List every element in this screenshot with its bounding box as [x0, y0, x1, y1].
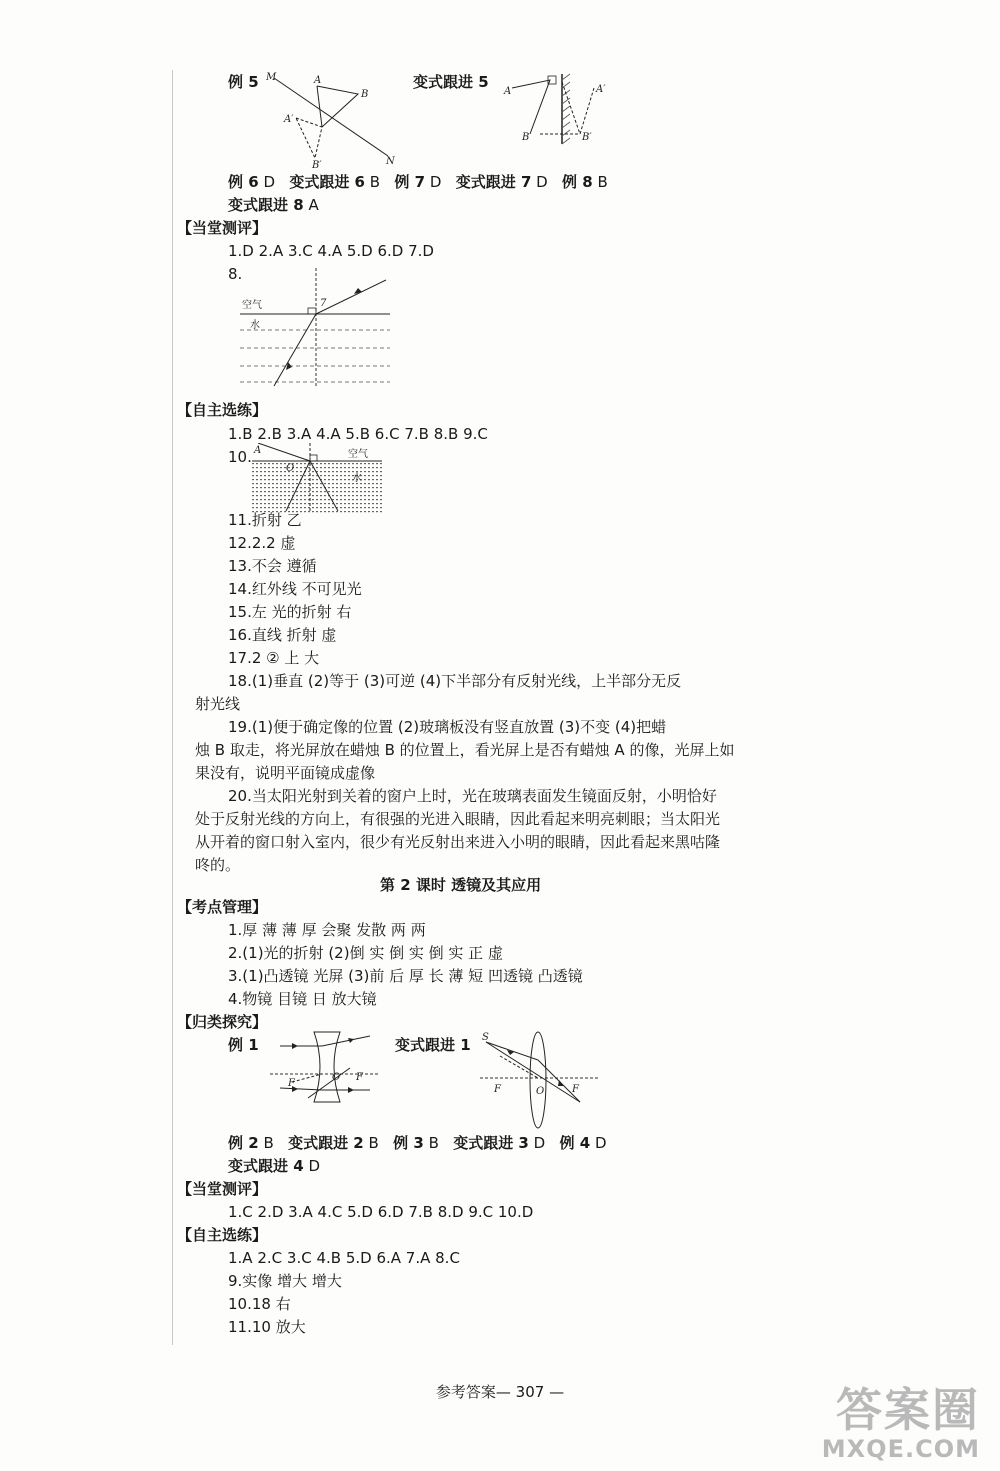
row-item-label: 例 7 — [394, 173, 426, 191]
water-label: 水 — [250, 320, 260, 331]
variant-1-label: 变式跟进 1 — [395, 1036, 471, 1054]
answer-line: 16.直线 折射 虚 — [228, 626, 337, 644]
row-item-answer: B — [369, 173, 381, 191]
example-answer-row — [228, 195, 319, 215]
example-answer-row — [228, 1133, 607, 1153]
row-item-label: 变式跟进 3 — [453, 1134, 529, 1152]
row-item-answer: D — [594, 1134, 607, 1152]
svg-text:O: O — [286, 463, 295, 474]
concave-lens-figure — [270, 1028, 380, 1106]
convex-lens-figure — [480, 1030, 600, 1130]
row-item-answer: B — [368, 1134, 379, 1152]
row-item-answer: D — [536, 173, 548, 191]
row-item-answer: D — [533, 1134, 546, 1152]
answer-19-line: 烛 B 取走，将光屏放在蜡烛 B 的位置上，看光屏上是否有蜡烛 A 的像，光屏上如 — [195, 741, 735, 759]
svg-text:B′: B′ — [582, 132, 592, 143]
answer-line: 3.(1)凸透镜 光屏 (3)前 后 厚 长 薄 短 凹透镜 凸透镜 — [228, 967, 583, 985]
answer-line: 11.10 放大 — [228, 1318, 306, 1336]
row-item-answer: B — [597, 173, 608, 191]
answer-19-line: 19.(1)便于确定像的位置 (2)玻璃板没有竖直放置 (3)不变 (4)把蜡 — [228, 718, 667, 736]
svg-text:O: O — [332, 1072, 341, 1083]
section-heading: 【自主选练】 — [177, 1226, 268, 1244]
svg-text:F: F — [356, 1072, 363, 1083]
row-item-label: 例 2 — [228, 1134, 259, 1152]
row-item-label: 例 8 — [562, 173, 593, 191]
svg-text:F: F — [572, 1084, 579, 1095]
row-item-label: 例 4 — [559, 1134, 591, 1152]
svg-text:A: A — [254, 445, 262, 456]
example-answer-row — [228, 172, 608, 192]
row-item-answer: A — [308, 196, 319, 214]
answer-line: 1.D 2.A 3.C 4.A 5.D 6.D 7.D — [228, 242, 434, 260]
answer-line: 11.折射 乙 — [228, 511, 302, 529]
answer-line: 13.不会 遵循 — [228, 557, 317, 575]
answer-18-line: 射光线 — [195, 695, 241, 713]
row-item-answer: D — [263, 173, 276, 191]
refraction-figure-8 — [240, 268, 390, 388]
question-number: 10. — [228, 448, 252, 466]
answer-line: 1.B 2.B 3.A 4.A 5.B 6.C 7.B 8.B 9.C — [228, 425, 488, 443]
variant-5-figure — [500, 72, 610, 152]
svg-text:S: S — [482, 1032, 489, 1043]
svg-text:A: A — [314, 75, 322, 86]
svg-text:B: B — [361, 89, 369, 100]
answer-line: 1.A 2.C 3.C 4.B 5.D 6.A 7.A 8.C — [228, 1249, 460, 1267]
example-5-figure — [262, 72, 402, 172]
section-heading: 【当堂测评】 — [177, 219, 268, 237]
water-label: 水 — [352, 473, 362, 484]
section-heading: 【归类探究】 — [177, 1013, 268, 1031]
margin-line — [172, 70, 173, 1345]
example-answer-row — [228, 1156, 320, 1176]
answer-line: 15.左 光的折射 右 — [228, 603, 352, 621]
svg-text:M: M — [266, 72, 277, 83]
svg-text:B: B — [522, 132, 530, 143]
page-footer: 参考答案— 307 — — [435, 1383, 565, 1401]
answer-line: 17.2 ② 上 大 — [228, 649, 320, 667]
answer-20-line: 从开着的窗口射入室内，很少有光反射出来进入小明的眼睛，因此看起来黑咕隆 — [195, 833, 721, 851]
row-item-answer: D — [308, 1157, 321, 1175]
refraction-figure-10 — [252, 443, 382, 513]
row-item-label: 变式跟进 6 — [289, 173, 365, 191]
svg-text:A′: A′ — [596, 84, 606, 95]
row-item-label: 变式跟进 7 — [455, 173, 532, 191]
row-item-label: 变式跟进 8 — [228, 196, 304, 214]
answer-line: 14.红外线 不可见光 — [228, 580, 362, 598]
row-item-label: 例 6 — [228, 173, 259, 191]
row-item-label: 变式跟进 4 — [228, 1157, 304, 1175]
answer-line: 9.实像 增大 增大 — [228, 1272, 342, 1290]
row-item-label: 变式跟进 2 — [288, 1134, 364, 1152]
answer-line: 10.18 右 — [228, 1295, 291, 1313]
question-number: 8. — [228, 265, 243, 283]
answer-19-line: 果没有，说明平面镜成虚像 — [195, 764, 376, 782]
svg-text:7: 7 — [320, 298, 327, 309]
svg-text:N: N — [386, 156, 395, 167]
svg-text:B′: B′ — [312, 160, 322, 171]
row-item-label: 例 3 — [393, 1134, 424, 1152]
answer-18-line: 18.(1)垂直 (2)等于 (3)可逆 (4)下半部分有反射光线，上半部分无反 — [228, 672, 682, 690]
row-item-answer: B — [428, 1134, 439, 1152]
svg-text:A: A — [504, 86, 512, 97]
row-item-answer: B — [263, 1134, 274, 1152]
answer-line: 4.物镜 目镜 日 放大镜 — [228, 990, 377, 1008]
lesson-title: 第 2 课时 透镜及其应用 — [380, 876, 542, 894]
section-heading: 【自主选练】 — [177, 401, 268, 419]
answer-line: 1.厚 薄 薄 厚 会聚 发散 两 两 — [228, 921, 426, 939]
answer-line: 12.2.2 虚 — [228, 534, 296, 552]
answer-20-line: 咚的。 — [195, 856, 241, 874]
variant-5-label: 变式跟进 5 — [413, 73, 489, 91]
svg-text:F: F — [288, 1078, 295, 1089]
watermark — [822, 1385, 980, 1463]
air-label: 空气 — [242, 300, 262, 311]
svg-text:O: O — [536, 1086, 545, 1097]
row-item-answer: D — [429, 173, 442, 191]
example-1-label: 例 1 — [228, 1036, 259, 1054]
section-heading: 【考点管理】 — [177, 898, 268, 916]
example-5-label: 例 5 — [228, 73, 259, 91]
svg-text:A′: A′ — [284, 114, 294, 125]
air-label: 空气 — [348, 449, 368, 460]
svg-text:F: F — [494, 1084, 501, 1095]
watermark-logo-text: 答案圈 — [836, 1383, 980, 1437]
answer-20-line: 处于反射光线的方向上，有很强的光进入眼睛，因此看起来明亮刺眼；当太阳光 — [195, 810, 721, 828]
watermark-url: MXQE.COM — [821, 1435, 980, 1463]
answer-line: 2.(1)光的折射 (2)倒 实 倒 实 倒 实 正 虚 — [228, 944, 503, 962]
section-heading: 【当堂测评】 — [177, 1180, 268, 1198]
answer-20-line: 20.当太阳光射到关着的窗户上时，光在玻璃表面发生镜面反射，小明恰好 — [228, 787, 717, 805]
answer-line: 1.C 2.D 3.A 4.C 5.D 6.D 7.B 8.D 9.C 10.D — [228, 1203, 534, 1221]
